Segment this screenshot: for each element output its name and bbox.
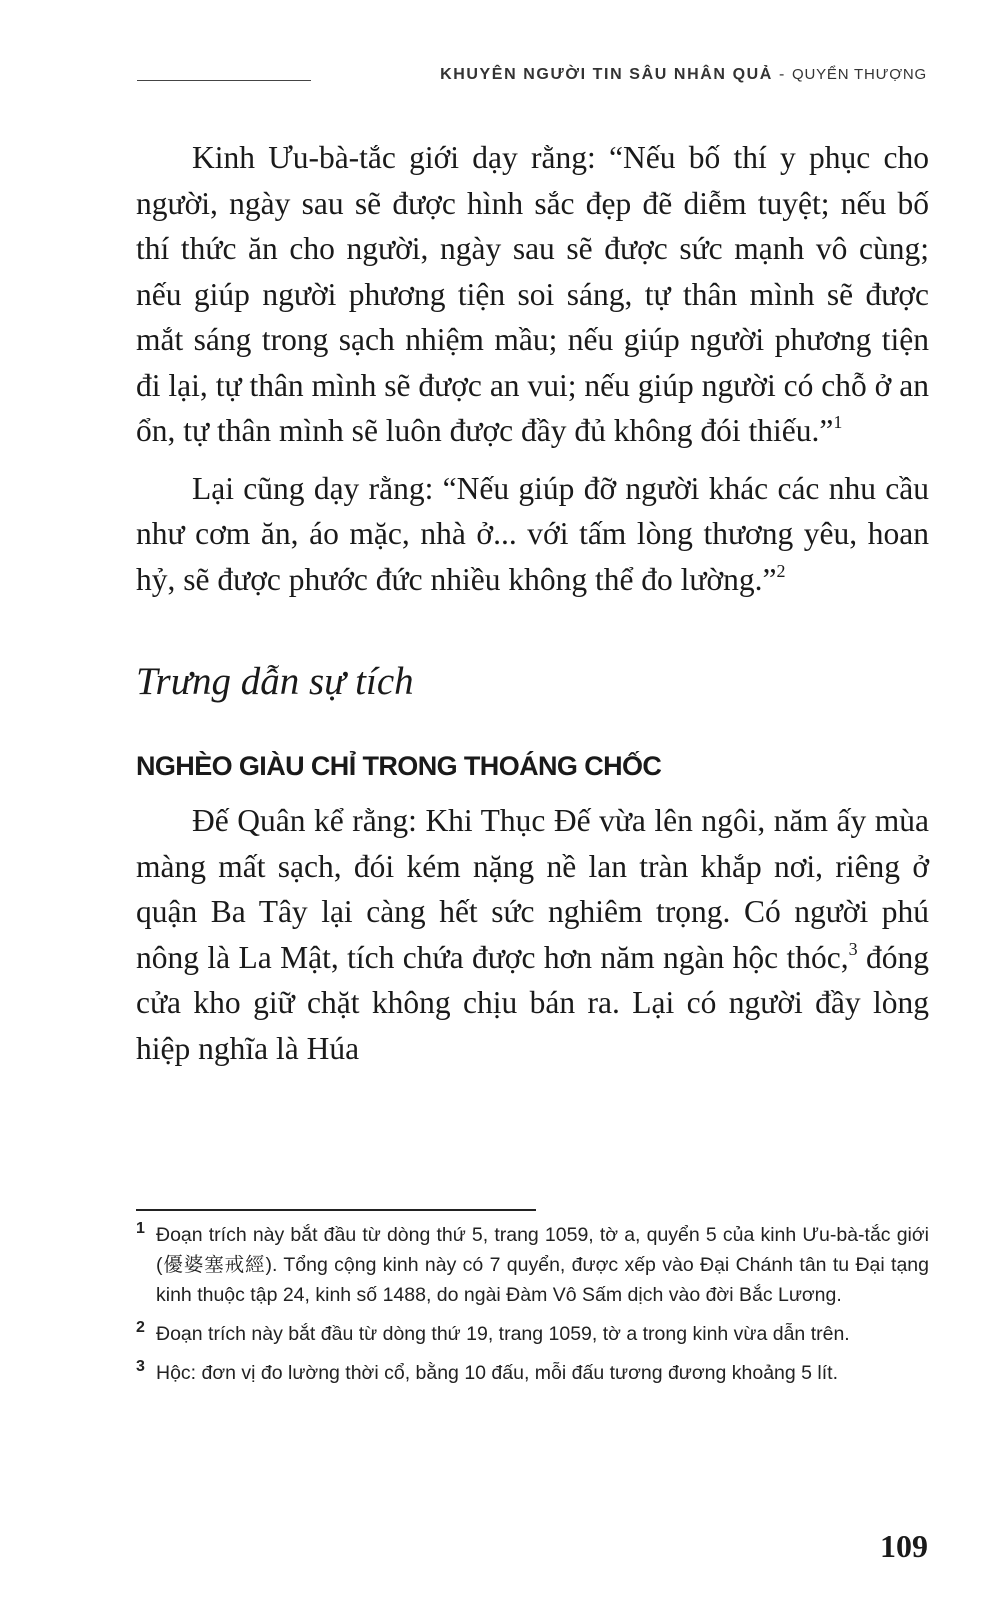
paragraph-2 — [136, 466, 929, 603]
story-title: NGHÈO GIÀU CHỈ TRONG THOÁNG CHỐC — [136, 751, 662, 781]
header-separator: - — [772, 66, 792, 83]
footnote-1 — [136, 1220, 929, 1310]
story-text-part1: Đế Quân kể rằng: Khi Thục Đế vừa lên ngôi, năm ấy mùa màng mất sạch, đói kém nặng nề lan tràn khắp nơi, riêng ở quận Ba Tây lại càng hết sức nghiêm trọng. Có người phú nông là La Mật, tích chứa được hơn năm ngàn hộc thóc, — [136, 803, 929, 975]
footnote-text: Đoạn trích này bắt đầu từ dòng thứ 5, trang 1059, tờ a, quyển 5 của kinh Ưu-bà-tắc giới (優婆塞戒經). Tổng cộng kinh này có 7 quyển, được xếp vào Đại Chánh tân tu Đại tạng kinh thuộc tập 24, kinh số 1488, do ngài Đàm Vô Sấm dịch vào đời Bắc Lương. — [156, 1224, 929, 1306]
header-rule — [137, 80, 311, 81]
footnote-number: 1 — [136, 1220, 145, 1237]
footnote-text: Đoạn trích này bắt đầu từ dòng thứ 19, trang 1059, tờ a trong kinh vừa dẫn trên. — [156, 1323, 850, 1345]
footnote-2 — [136, 1319, 929, 1349]
page-number: 109 — [880, 1528, 928, 1564]
paragraph-1 — [136, 135, 929, 454]
footnote-ref-2[interactable]: 2 — [776, 560, 786, 581]
footnote-number: 3 — [136, 1358, 145, 1375]
header-text — [440, 66, 927, 84]
main-text — [136, 135, 929, 1083]
header-volume: QUYỂN THƯỢNG — [791, 66, 927, 83]
section-title: Trưng dẫn sự tích — [136, 660, 414, 703]
header-book-title: KHUYÊN NGƯỜI TIN SÂU NHÂN QUẢ — [440, 66, 773, 83]
paragraph-2-text: Lại cũng dạy rằng: “Nếu giúp đỡ người khác các nhu cầu như cơm ăn, áo mặc, nhà ở... với tấm lòng thương yêu, hoan hỷ, sẽ được phước đức nhiều không thể đo lường.” — [136, 470, 929, 597]
footnote-number: 2 — [136, 1319, 145, 1336]
footnote-3 — [136, 1358, 929, 1388]
footnote-ref-3[interactable]: 3 — [848, 938, 858, 959]
footnote-ref-1[interactable]: 1 — [833, 412, 843, 432]
story-text-part2: đóng cửa kho giữ chặt không chịu bán ra. Lại có người đầy lòng hiệp nghĩa là Húa — [136, 939, 930, 1066]
footnotes — [136, 1220, 929, 1397]
footnote-text: Hộc: đơn vị đo lường thời cổ, bằng 10 đấu, mỗi đấu tương đương khoảng 5 lít. — [156, 1362, 838, 1384]
footnote-rule — [136, 1209, 536, 1211]
story-paragraph — [136, 798, 929, 1071]
running-header — [137, 60, 927, 90]
paragraph-1-text: Kinh Ưu-bà-tắc giới dạy rằng: “Nếu bố thí y phục cho người, ngày sau sẽ được hình sắc đẹp đẽ diễm tuyệt; nếu bố thí thức ăn cho người, ngày sau sẽ được sức mạnh vô cùng; nếu giúp người phương tiện soi sáng, tự thân mình sẽ được mắt sáng trong sạch nhiệm mầu; nếu giúp người phương tiện đi lại, tự thân mình sẽ được an vui; nếu giúp người có chỗ ở an ổn, tự thân mình sẽ luôn được đầy đủ không đói thiếu.” — [136, 140, 929, 448]
